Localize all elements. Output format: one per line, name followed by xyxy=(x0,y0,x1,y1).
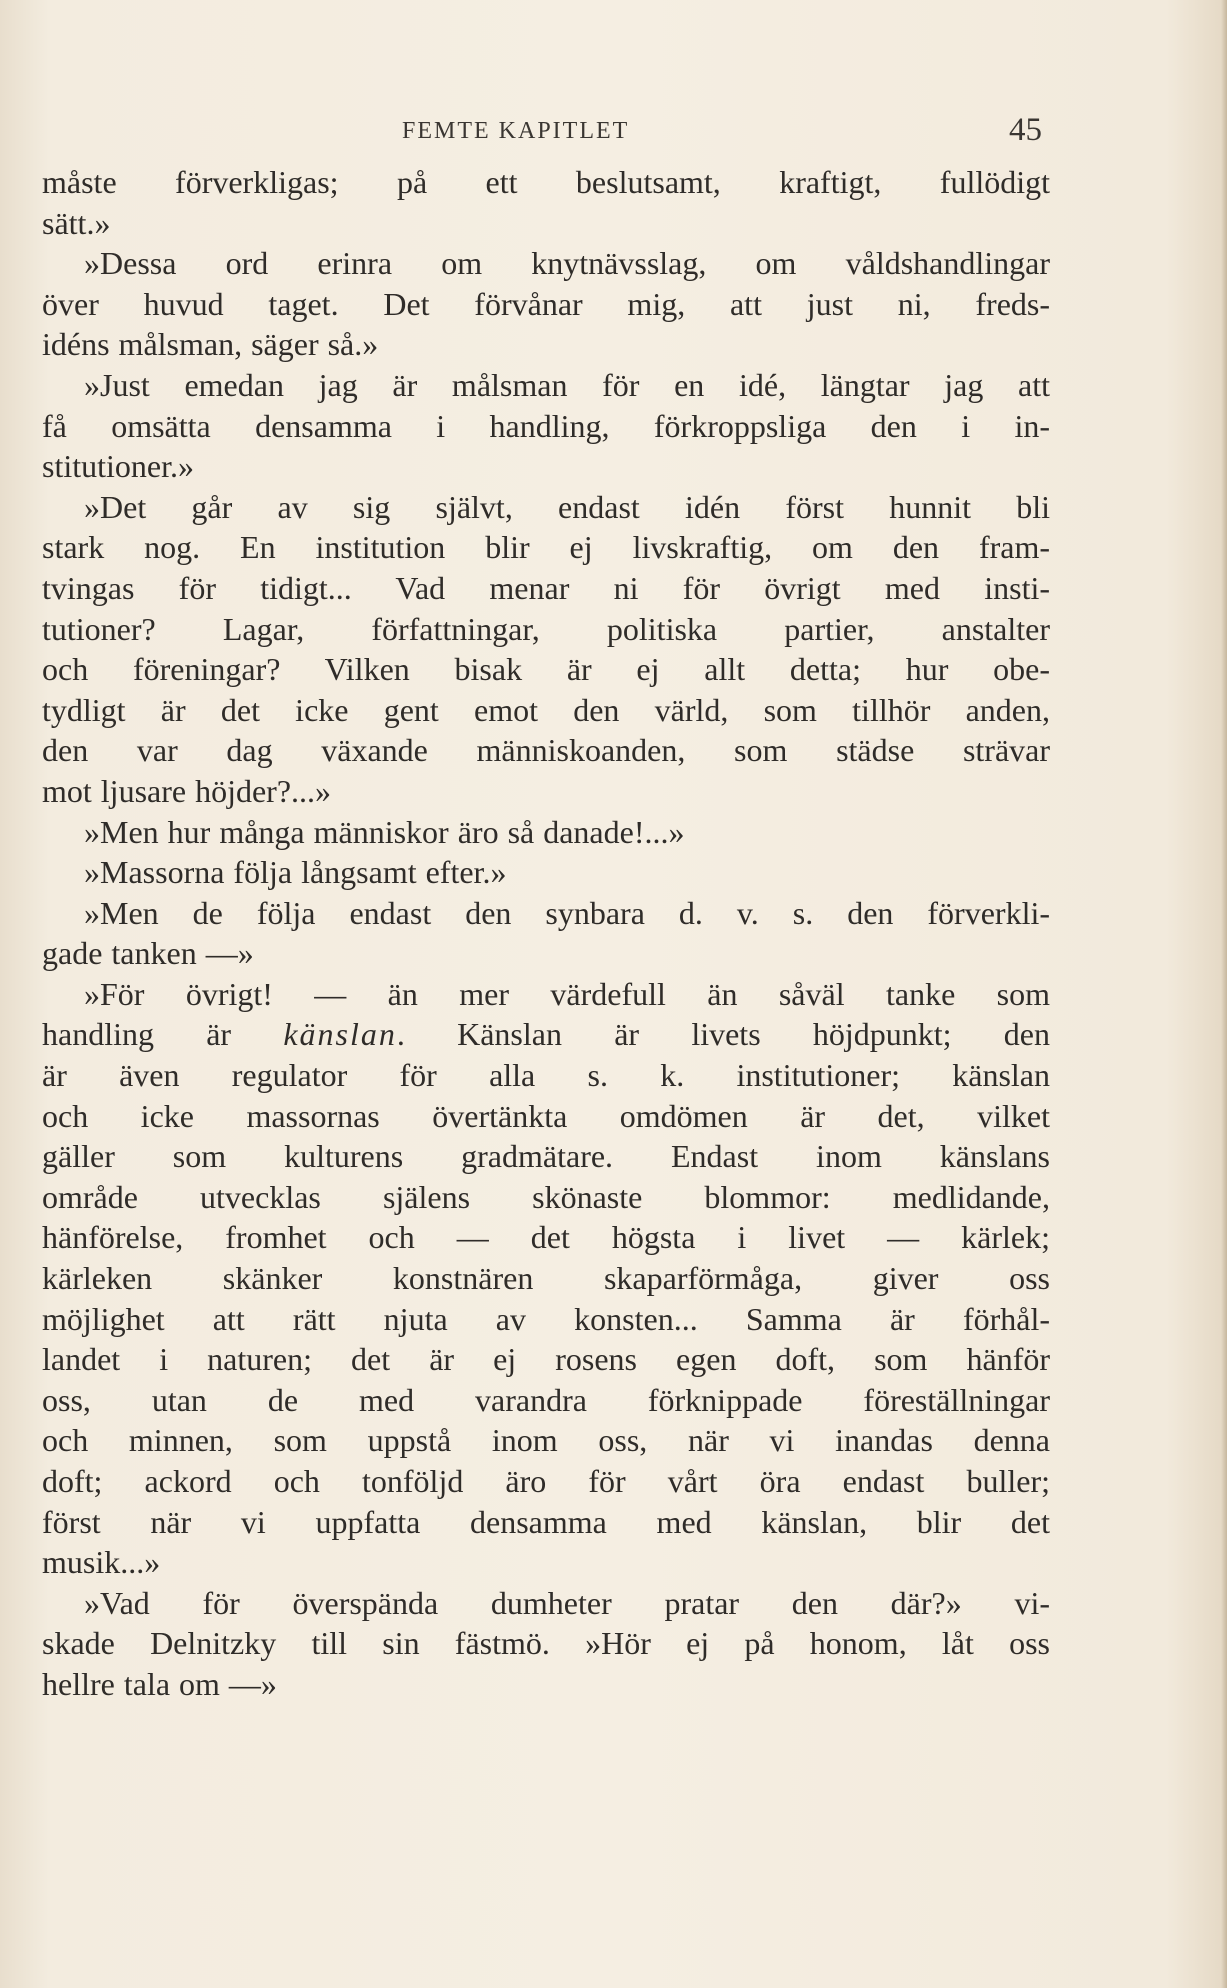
text-line: den var dag växande människoanden, som städse strävar xyxy=(42,732,1050,769)
text-line: »Massorna följa långsamt efter.» xyxy=(84,854,507,891)
page-edge-shadow xyxy=(1221,0,1227,1988)
text-line: område utvecklas själens skönaste blommor: medlidande, xyxy=(42,1178,1050,1215)
text-line-with-emphasis xyxy=(42,1014,1050,1055)
text-line: gade tanken —» xyxy=(42,935,254,972)
text-line: »Vad för överspända dumheter pratar den där?» vi- xyxy=(84,1584,1050,1621)
text-line: sätt.» xyxy=(42,204,111,241)
text-line: oss, utan de med varandra förknippade föreställningar xyxy=(42,1381,1050,1418)
text-line: tydligt är det icke gent emot den värld, som tillhör anden, xyxy=(42,691,1050,728)
text-line: och icke massornas övertänkta omdömen är det, vilket xyxy=(42,1097,1050,1134)
text-line: »Just emedan jag är målsman för en idé, längtar jag att xyxy=(84,366,1050,403)
text-line: doft; ackord och tonföljd äro för vårt öra endast buller; xyxy=(42,1463,1050,1499)
text-line: kärleken skänker konstnären skaparförmåga, giver oss xyxy=(42,1260,1050,1297)
text-segment: . Känslan är livets höjdpunkt; den xyxy=(396,1016,1051,1053)
running-title: FEMTE KAPITLET xyxy=(402,118,630,144)
text-line: »Det går av sig självt, endast idén först hunnit bli xyxy=(84,488,1050,525)
text-line: hellre tala om —» xyxy=(42,1665,277,1702)
text-line: är även regulator för alla s. k. institutioner; känslan xyxy=(42,1057,1050,1094)
page-header xyxy=(42,112,1042,158)
text-line: »Men hur många människor äro så danade!...» xyxy=(84,813,685,850)
text-line: möjlighet att rätt njuta av konsten... Samma är förhål- xyxy=(42,1300,1050,1337)
text-line: tutioner? Lagar, författningar, politiska partier, anstalter xyxy=(42,610,1050,647)
text-line: måste förverkligas; på ett beslutsamt, kraftigt, fullödigt xyxy=(42,164,1050,200)
text-line: över huvud taget. Det förvånar mig, att just ni, freds- xyxy=(42,285,1050,322)
page-number: 45 xyxy=(1009,112,1042,148)
text-line: först när vi uppfatta densamma med känslan, blir det xyxy=(42,1503,1050,1540)
text-line: »Men de följa endast den synbara d. v. s. den förverkli- xyxy=(84,894,1050,931)
body-text xyxy=(42,162,1050,1705)
text-segment: handling är xyxy=(42,1016,284,1053)
text-line: skade Delnitzky till sin fästmö. »Hör ej på honom, låt oss xyxy=(42,1625,1050,1662)
text-line: landet i naturen; det är ej rosens egen doft, som hänför xyxy=(42,1341,1050,1378)
text-line: hänförelse, fromhet och — det högsta i livet — kärlek; xyxy=(42,1219,1050,1256)
text-line: stark nog. En institution blir ej livskraftig, om den fram- xyxy=(42,529,1050,566)
text-line: tvingas för tidigt... Vad menar ni för övrigt med insti- xyxy=(42,569,1050,606)
text-line: idéns målsman, säger så.» xyxy=(42,326,379,363)
text-line: och föreningar? Vilken bisak är ej allt detta; hur obe- xyxy=(42,651,1050,688)
text-line: »För övrigt! — än mer värdefull än såväl tanke som xyxy=(84,975,1050,1012)
text-line: stitutioner.» xyxy=(42,448,194,485)
text-line: och minnen, som uppstå inom oss, när vi inandas denna xyxy=(42,1422,1050,1459)
text-line: »Dessa ord erinra om knytnävsslag, om våldshandlingar xyxy=(84,245,1050,282)
text-line: gäller som kulturens gradmätare. Endast inom känslans xyxy=(42,1138,1050,1175)
emphasized-word: känslan xyxy=(283,1016,397,1053)
text-line: musik...» xyxy=(42,1544,161,1581)
text-line: mot ljusare höjder?...» xyxy=(42,772,332,809)
text-line: få omsätta densamma i handling, förkroppsliga den i in- xyxy=(42,407,1050,444)
